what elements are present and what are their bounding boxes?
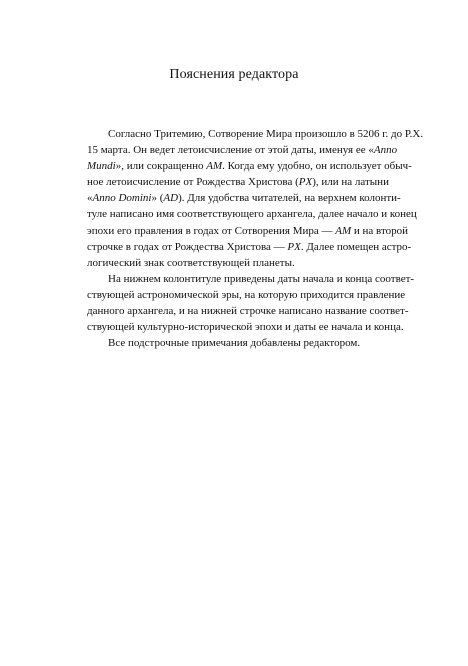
- text-line: [87, 206, 417, 222]
- text-fragment: Все подстрочные примечания добавлены редактором.: [108, 337, 361, 350]
- text-fragment: ствующей астрономической эры, на которую приходится правление: [87, 288, 406, 301]
- text-fragment: строчке в годах от Рождества Христова —: [87, 240, 288, 253]
- text-fragment: На нижнем колонтитуле приведены даты начала и конца соответ-: [108, 272, 415, 285]
- text-fragment: ), или на латыни: [312, 176, 389, 189]
- text-line: [87, 126, 424, 142]
- text-line: [87, 255, 375, 271]
- text-fragment: «: [87, 192, 93, 205]
- text-fragment: логический знак соответствующей планеты.: [87, 256, 295, 269]
- italic-fragment: Mundi: [87, 160, 116, 173]
- italic-fragment: AM: [335, 224, 352, 237]
- text-line: [87, 174, 389, 190]
- text-fragment: данного архангела, и на нижней строчке написано название соответ-: [87, 305, 409, 318]
- text-fragment: ). Для удобства читателей, на верхнем колонти-: [178, 192, 401, 205]
- text-line: [87, 223, 409, 239]
- text-fragment: » (: [151, 192, 164, 205]
- italic-fragment: AM: [206, 160, 223, 173]
- text-line: [87, 190, 401, 206]
- text-fragment: эпохи его правления в годах от Сотворения Мира —: [87, 224, 336, 237]
- text-line: [87, 239, 412, 255]
- text-fragment: », или сокращенно: [115, 160, 207, 173]
- text-line: [87, 303, 409, 319]
- text-fragment: . Когда ему удобно, он использует обыч-: [222, 160, 412, 173]
- text-line: [87, 287, 406, 303]
- text-line: [87, 271, 415, 287]
- text-line: [87, 158, 412, 174]
- text-fragment: ствующей культурно-исторической эпохи и даты ее начала и конца.: [87, 321, 404, 334]
- paragraph-1: [87, 126, 424, 271]
- italic-fragment: Anno Domini: [92, 192, 152, 205]
- text-fragment: туле написано имя соответствующего архангела, далее начало и конец: [87, 208, 417, 221]
- text-fragment: . Далее помещен астро-: [300, 240, 412, 253]
- italic-fragment: Anno: [373, 144, 398, 157]
- text-fragment: ное летоисчисление от Рождества Христова (: [87, 176, 299, 189]
- text-fragment: Согласно Тритемию, Сотворение Мира произошло в 5206 г. до Р.Х.: [108, 128, 424, 140]
- text-fragment: 15 марта. Он ведет летоисчисление от этой даты, именуя ее «: [87, 144, 374, 157]
- italic-fragment: PX: [287, 240, 301, 253]
- text-line: [87, 142, 398, 158]
- italic-fragment: AD: [163, 192, 179, 205]
- paragraph-2: [87, 271, 415, 335]
- page-body: [87, 126, 424, 351]
- paragraph-3: [87, 335, 375, 351]
- text-line: [87, 335, 375, 351]
- text-line: [87, 319, 404, 335]
- text-fragment: и на второй: [351, 224, 409, 237]
- italic-fragment: PX: [298, 176, 313, 189]
- page-title: Пояснения редактора: [169, 67, 299, 82]
